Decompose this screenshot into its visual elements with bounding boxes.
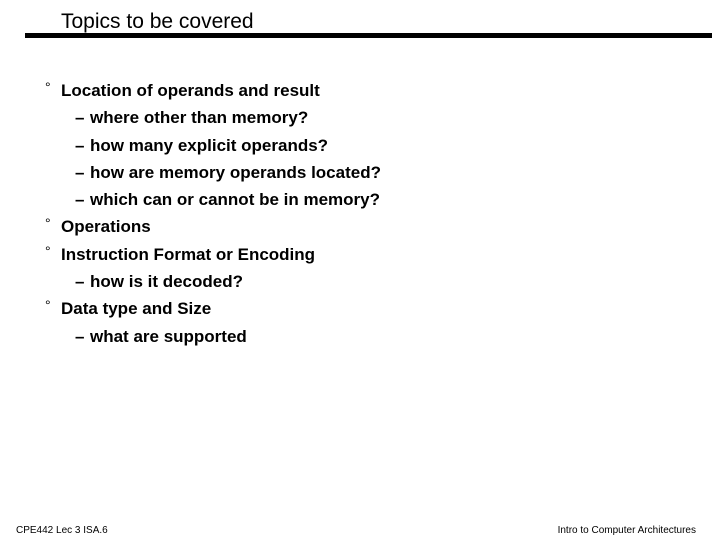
sub-bullet-marker: – [75,272,85,292]
bullet-marker: ° [45,242,51,259]
bullet-item [0,295,381,322]
bullet-text: Data type and Size [61,299,212,319]
sub-bullet-marker: – [75,108,85,128]
sub-bullet-text: where other than memory? [90,108,309,128]
bullet-text: Location of operands and result [61,81,320,100]
bullet-item [0,213,381,240]
sub-bullet-item [0,268,381,295]
sub-bullet-item [0,132,381,159]
slide-title: Topics to be covered [61,10,254,33]
sub-bullet-text: how many explicit operands? [90,135,329,155]
sub-bullet-item [0,159,381,186]
bullet-marker: ° [45,79,51,95]
sub-bullet-item [0,323,381,350]
bullet-item [0,77,381,104]
sub-bullet-item [0,104,381,131]
bullet-item [0,241,381,268]
sub-bullet-text: what are supported [90,326,247,346]
bullet-marker: ° [45,297,51,314]
footer-course-title: Intro to Computer Architectures [557,525,696,536]
bullet-text: Instruction Format or Encoding [61,244,316,264]
bullet-marker: ° [45,215,51,232]
sub-bullet-marker: – [75,135,85,155]
sub-bullet-text: which can or cannot be in memory? [90,190,380,210]
bullet-text: Operations [61,217,151,237]
footer-course-code: CPE442 Lec 3 ISA.6 [16,525,108,536]
title-underline [25,33,712,38]
sub-bullet-marker: – [75,162,85,182]
sub-bullet-text: how are memory operands located? [90,162,381,182]
sub-bullet-marker: – [75,326,85,346]
sub-bullet-marker: – [75,190,85,210]
bullet-list [0,77,381,350]
sub-bullet-item [0,186,381,213]
sub-bullet-text: how is it decoded? [90,272,244,292]
